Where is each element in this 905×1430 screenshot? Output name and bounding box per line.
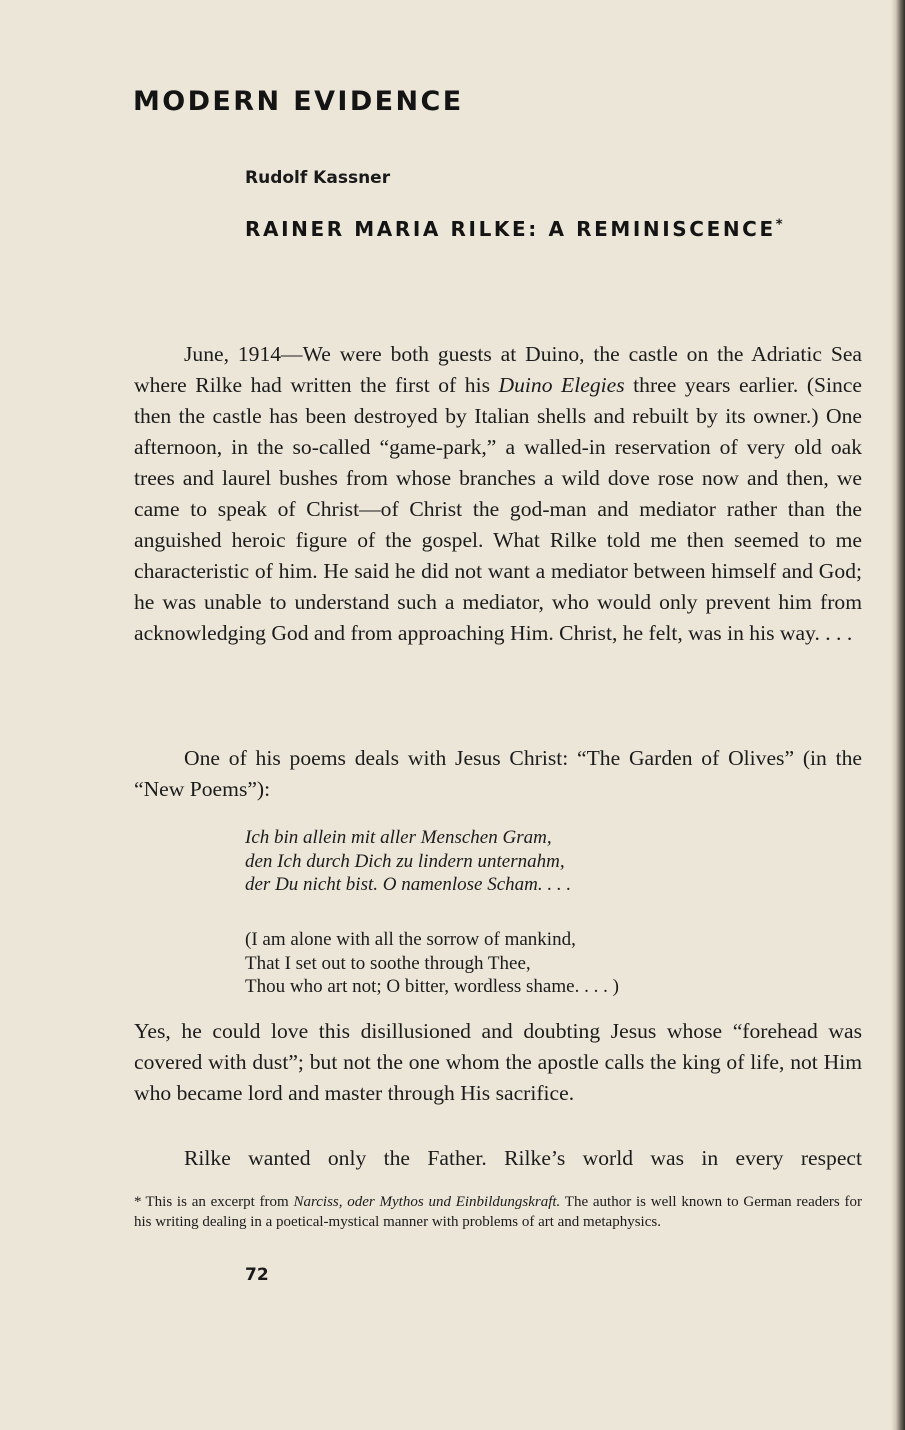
paragraph-4: Rilke wanted only the Father. Rilke’s world was in every respect: [184, 1146, 862, 1170]
verse-german: [245, 826, 571, 897]
section-title: MODERN EVIDENCE: [133, 86, 464, 117]
article-title: [245, 217, 783, 241]
verse-english: [245, 928, 619, 999]
footnote-marker: *: [775, 217, 783, 233]
verse-german-line-3: der Du nicht bist. O namenlose Scham. . . .: [245, 874, 572, 895]
page-number: 72: [245, 1265, 269, 1285]
paragraph-2: One of his poems deals with Jesus Christ: “The Garden of Olives” (in the “New Poems”):: [134, 746, 862, 801]
footnote-text-a: This is an excerpt from: [145, 1194, 294, 1210]
paragraph-3: Yes, he could love this disillusioned and doubting Jesus whose “forehead was covered with dust”; but not the one whom the apostle calls the king of life, not Him who became lord and master through His sacrifice.: [134, 1019, 862, 1105]
article-title-text: RAINER MARIA RILKE: A REMINISCENCE: [245, 217, 776, 241]
paragraph-1-text-b: three years earlier. (Since then the castle has been destroyed by Italian shells and rebuilt by its owner.) One afternoon, in the so-called “game-park,” a walled-in reservation of very old oak trees and laurel bushes from whose branches a wild dove rose now and then, we came to speak of Christ—of Christ the god-man and mediator rather than the anguished heroic figure of the gospel. What Rilke told me then seemed to me characteristic of him. He said he did not want a mediator between himself and God; he was unable to understand such a mediator, who would only prevent him from acknowledging God and from approaching Him. Christ, he felt, was in his way. . . .: [134, 373, 862, 645]
paragraph-1: [134, 339, 862, 649]
verse-english-line-3: Thou who art not; O bitter, wordless shame. . . . ): [245, 976, 619, 997]
paragraph-1-text-a: June, 1914—We were both guests at Duino, the castle on the Adriatic Sea where Rilke had written the first of his: [134, 342, 862, 397]
verse-english-line-1: (I am alone with all the sorrow of mankind,: [245, 929, 576, 950]
footnote-text-b: The author is well known to German readers for his writing dealing in a poetical-mystical manner with problems of art and metaphysics.: [134, 1194, 862, 1230]
book-title-duino-elegies: Duino Elegies: [498, 373, 625, 397]
footnote: [134, 1192, 862, 1232]
verse-english-line-2: That I set out to soothe through Thee,: [245, 952, 531, 974]
page-edge-shadow: [891, 0, 905, 1430]
author-name: Rudolf Kassner: [245, 168, 391, 188]
footnote-mark: *: [134, 1194, 142, 1210]
verse-german-line-1: Ich bin allein mit aller Menschen Gram,: [245, 827, 552, 848]
footnote-book-title: Narciss, oder Mythos und Einbildungskraft.: [293, 1194, 561, 1210]
verse-german-line-2: den Ich durch Dich zu lindern unternahm,: [245, 850, 565, 872]
